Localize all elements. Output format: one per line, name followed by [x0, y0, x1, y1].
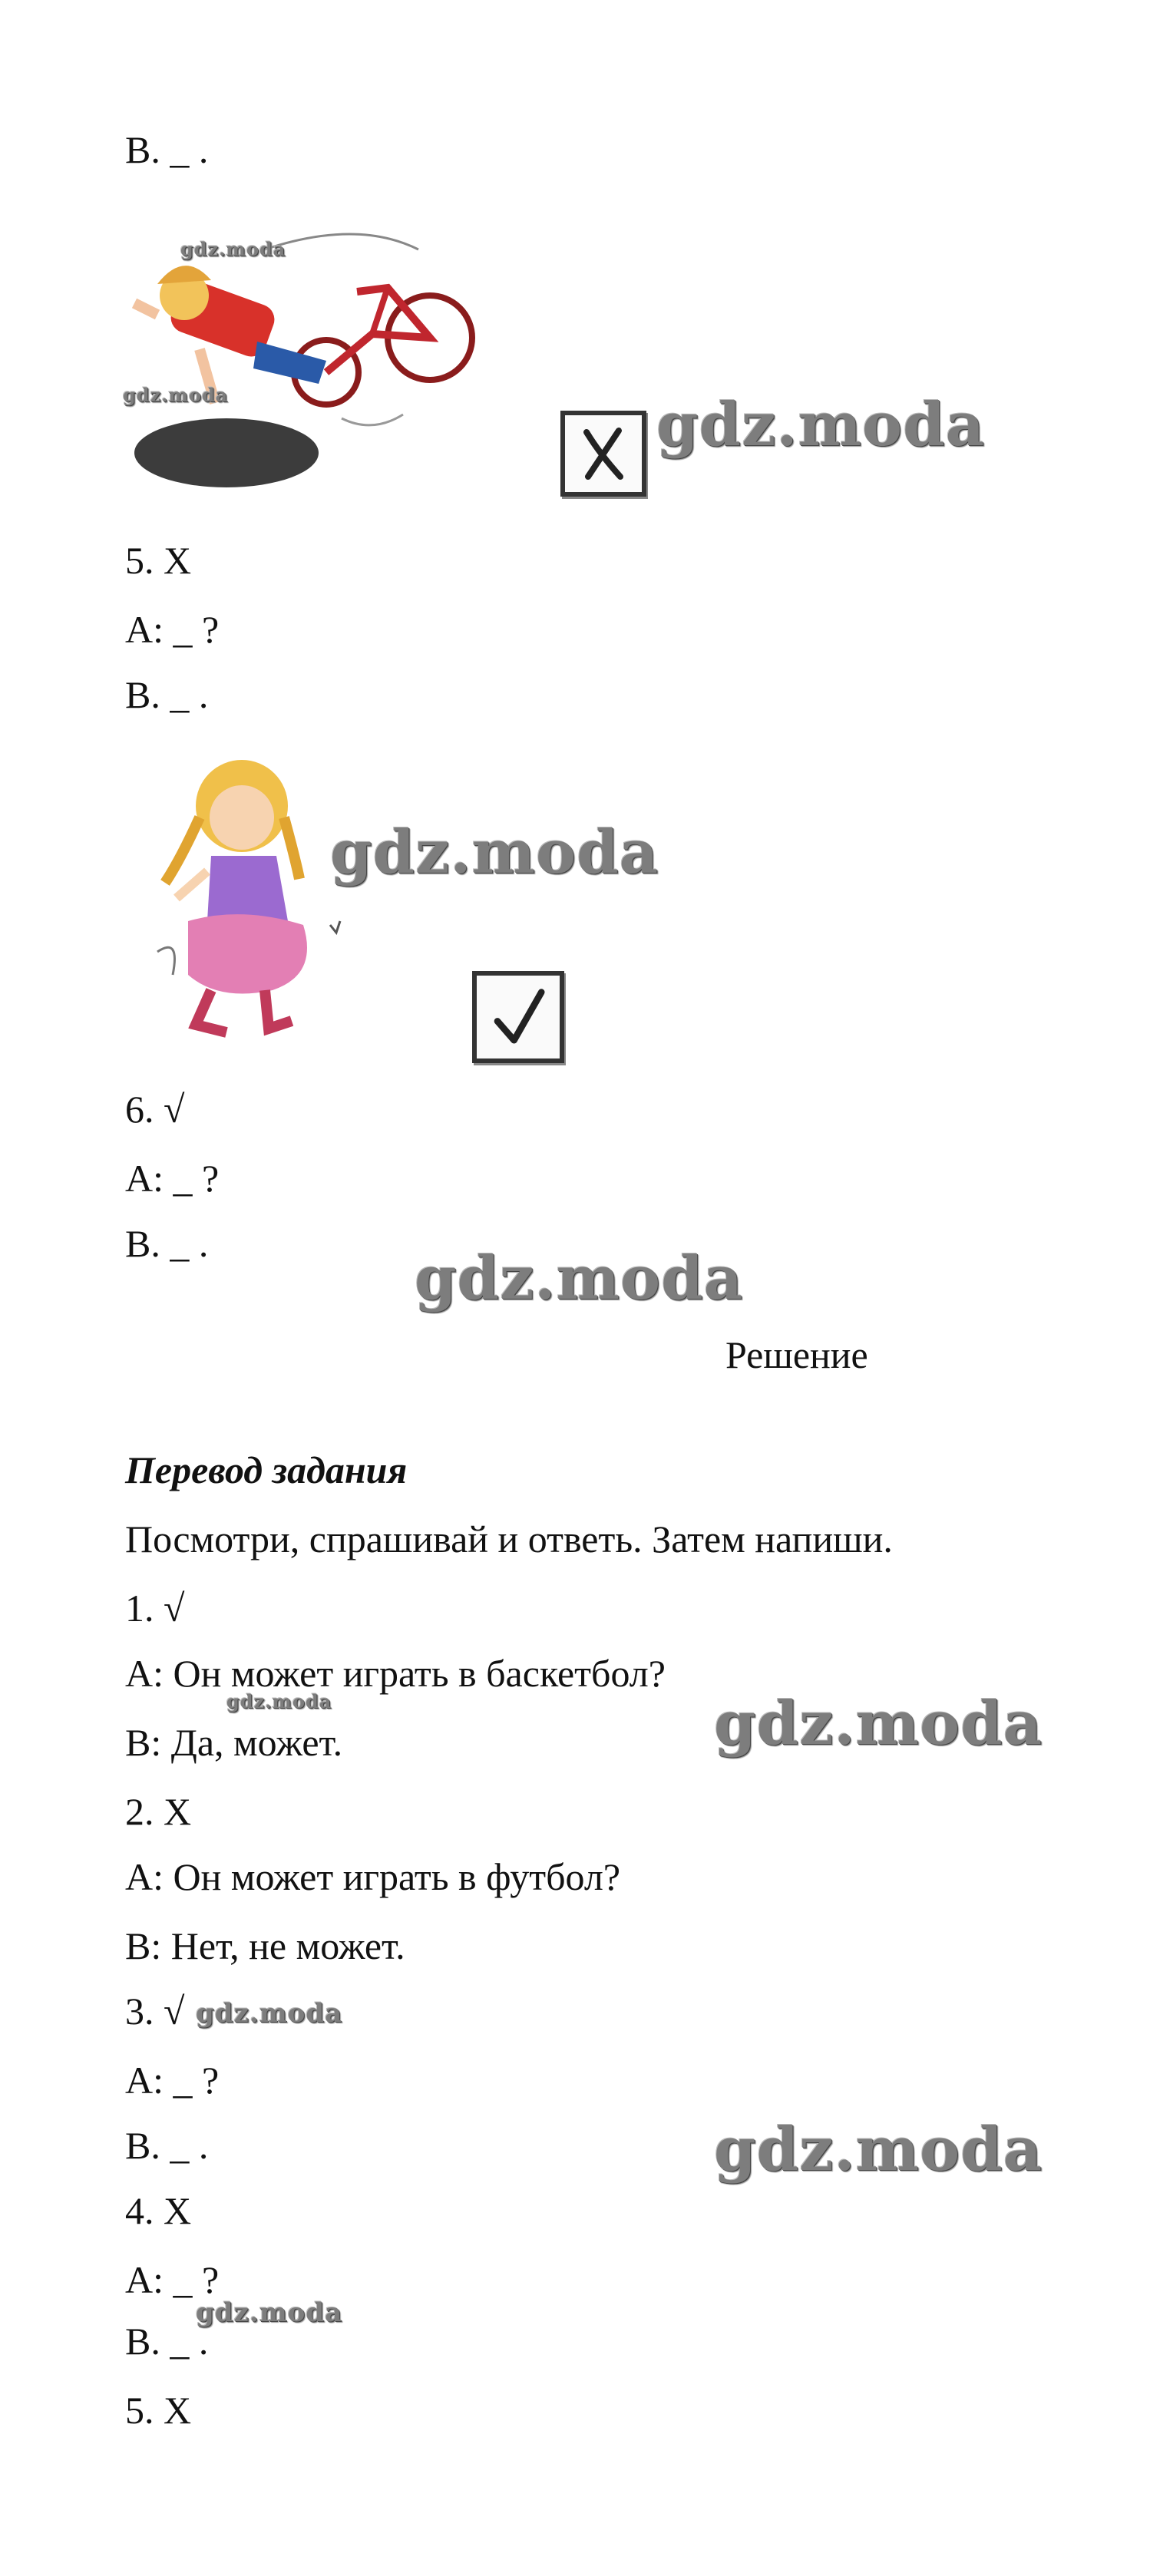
translation-instruction: Посмотри, спрашивай и ответь. Затем напиши.: [125, 1518, 893, 1560]
answer-line: B: Нет, не может.: [125, 1924, 405, 1967]
question-line: A: _ ?: [125, 2059, 220, 2102]
translation-heading: Перевод задания: [125, 1448, 408, 1491]
question-line: A: _ ?: [125, 2258, 220, 2301]
question-line: A: _ ?: [125, 608, 220, 651]
answer-line: B. _ .: [125, 2124, 209, 2167]
answer-line: B. _ .: [125, 1222, 209, 1265]
watermark: gdz.moda: [330, 817, 659, 887]
girl-dancing-illustration: [134, 745, 365, 1052]
item-number: 5. X: [125, 539, 192, 582]
item-number: 6. √: [125, 1088, 185, 1131]
question-line: A: Он может играть в баскетбол?: [125, 1652, 666, 1695]
question-line: A: _ ?: [125, 1157, 220, 1200]
item-number: 1. √: [125, 1587, 185, 1630]
question-line: A: Он может играть в футбол?: [125, 1855, 621, 1898]
watermark: gdz.moda: [714, 2115, 1043, 2185]
answer-line: B. _ .: [125, 128, 209, 171]
answer-line: B. _ .: [125, 673, 209, 716]
watermark: gdz.moda: [196, 2297, 343, 2328]
watermark: gdz.moda: [196, 1998, 343, 2029]
item-number: 5. X: [125, 2389, 192, 2432]
boy-falling-bike-illustration: [127, 219, 503, 510]
watermark: gdz.moda: [123, 384, 229, 406]
solution-label: Решение: [725, 1333, 868, 1376]
cross-checkbox-icon: [560, 411, 646, 497]
watermark: gdz.moda: [415, 1243, 744, 1313]
checkmark-checkbox-icon: [472, 971, 564, 1063]
watermark: gdz.moda: [656, 390, 986, 460]
answer-line: B: Да, может.: [125, 1721, 343, 1764]
item-number: 2. X: [125, 1790, 192, 1833]
answer-line: B. _ .: [125, 2320, 209, 2363]
item-number: 3. √: [125, 1990, 185, 2033]
item-number: 4. X: [125, 2189, 192, 2232]
watermark: gdz.moda: [714, 1689, 1043, 1759]
watermark: gdz.moda: [226, 1690, 332, 1712]
watermark: gdz.moda: [180, 238, 286, 260]
